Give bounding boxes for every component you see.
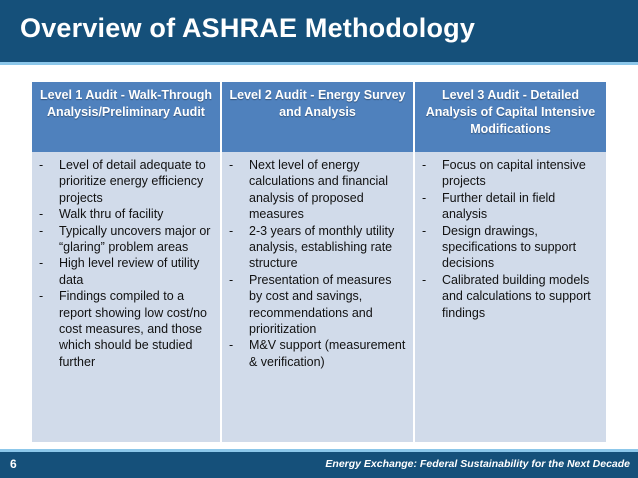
item-text: Next level of energy calculations and financial analysis of proposed measures (249, 158, 388, 222)
list-item (228, 223, 407, 272)
item-text: Level of detail adequate to prioritize energy efficiency projects (59, 158, 206, 205)
page-number: 6 (10, 457, 17, 471)
title-divider (0, 62, 638, 65)
bullet-dash: - (39, 223, 44, 238)
list-item (38, 223, 214, 256)
list-item (421, 157, 600, 190)
header-level-3: Level 3 Audit - Detailed Analysis of Capital Intensive Modifications (415, 82, 606, 152)
item-text: Findings compiled to a report showing low cost/no cost measures, and those which should be studied further (59, 289, 207, 369)
list-item (38, 255, 214, 288)
footer-bar (0, 452, 638, 478)
level-3-list (421, 157, 600, 321)
item-text: Presentation of measures by cost and savings, recommendations and prioritization (249, 272, 392, 337)
title-bar (0, 0, 638, 62)
bullet-dash: - (229, 158, 234, 172)
body-level-2 (222, 152, 413, 442)
footer-caption: Energy Exchange: Federal Sustainability for the Next Decade (325, 458, 630, 470)
bullet-dash: - (229, 223, 234, 238)
bullet-dash: - (422, 272, 427, 287)
bullet-dash: - (422, 158, 427, 172)
bullet-dash: - (229, 272, 234, 287)
item-text: Design drawings, specifications to support decisions (442, 223, 577, 271)
item-text: M&V support (measurement & verification) (249, 338, 406, 369)
bullet-dash: - (422, 223, 427, 238)
list-item (421, 190, 600, 223)
list-item (228, 272, 407, 338)
item-text: Typically uncovers major or “glaring” problem areas (59, 223, 211, 255)
list-item (228, 337, 407, 370)
bullet-dash: - (39, 207, 44, 222)
bullet-dash: - (229, 338, 234, 353)
audit-levels-table (32, 82, 606, 442)
item-text: High level review of utility data (59, 256, 200, 287)
item-text: Calibrated building models and calculations to support findings (442, 272, 591, 320)
item-text: Further detail in field analysis (442, 190, 556, 222)
body-level-1 (32, 152, 220, 442)
bullet-dash: - (39, 158, 44, 172)
header-level-2: Level 2 Audit - Energy Survey and Analysis (222, 82, 413, 152)
list-item (38, 206, 214, 222)
item-text: 2-3 years of monthly utility analysis, establishing rate structure (249, 223, 395, 271)
list-item (421, 272, 600, 321)
bullet-dash: - (39, 256, 44, 271)
body-level-3 (415, 152, 606, 442)
list-item (421, 223, 600, 272)
list-item (38, 288, 214, 370)
list-item (228, 157, 407, 223)
slide-title: Overview of ASHRAE Methodology (20, 13, 476, 43)
bullet-dash: - (422, 190, 427, 205)
level-2-list (228, 157, 407, 370)
header-level-1: Level 1 Audit - Walk-Through Analysis/Preliminary Audit (32, 82, 220, 152)
item-text: Focus on capital intensive projects (442, 158, 586, 189)
level-1-list (38, 157, 214, 370)
bullet-dash: - (39, 289, 44, 304)
list-item (38, 157, 214, 206)
item-text: Walk thru of facility (59, 207, 164, 222)
